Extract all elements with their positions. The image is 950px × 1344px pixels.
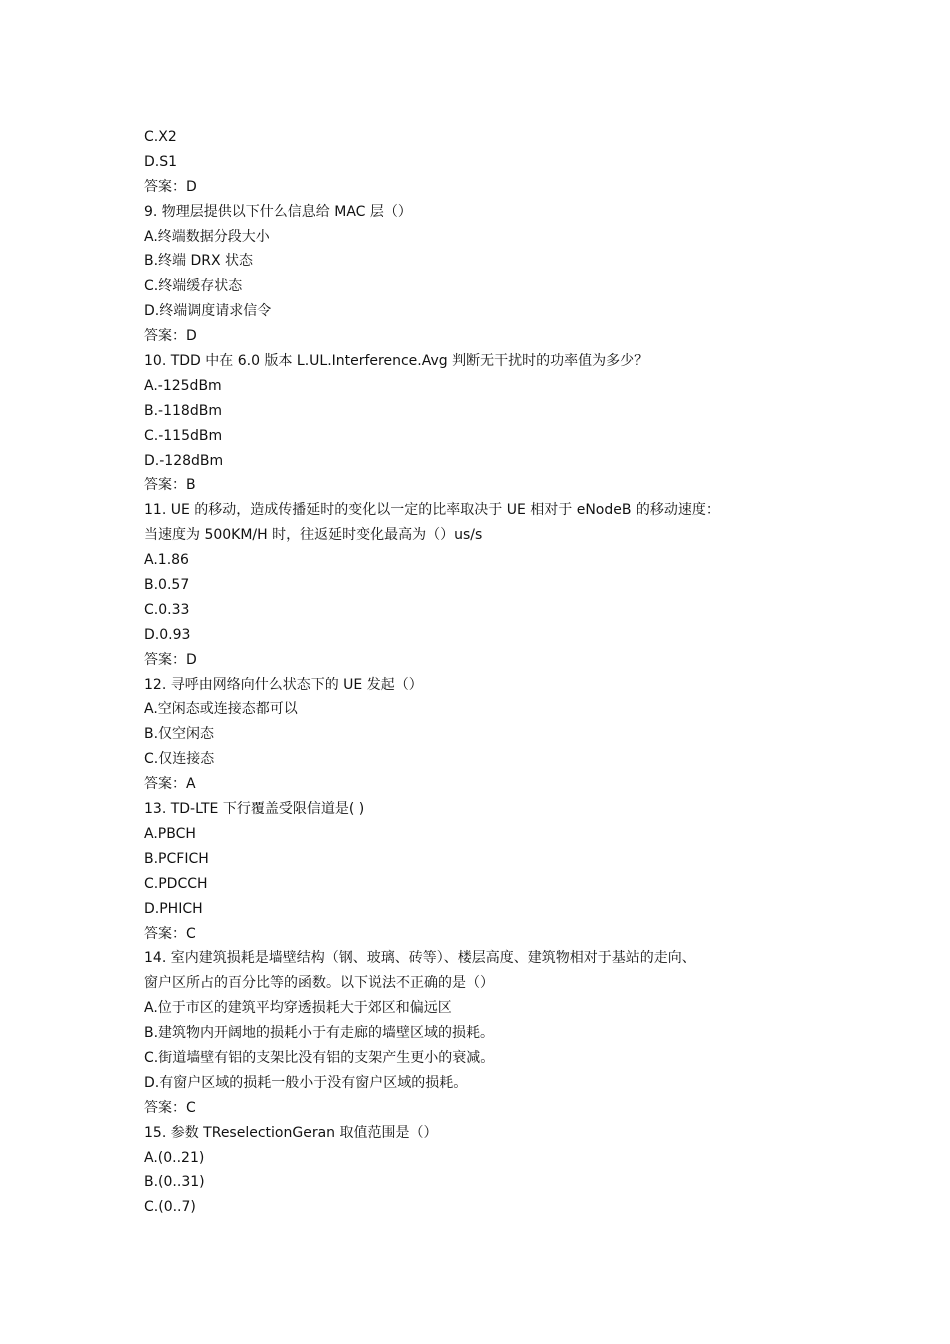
question-14-line2: 窗户区所占的百分比等的函数。以下说法不正确的是（）: [144, 975, 494, 992]
option-d-q13: D.PHICH: [144, 900, 203, 917]
option-c-q13: C.PDCCH: [144, 875, 208, 892]
option-d-q14: D.有窗户区域的损耗一般小于没有窗户区域的损耗。: [144, 1074, 468, 1091]
document-page: [144, 125, 824, 1220]
question-10: 10. TDD 中在 6.0 版本 L.UL.Interference.Avg 判断无干扰时的功率值为多少？: [144, 353, 649, 370]
question-15: 15. 参数 TReselectionGeran 取值范围是（）: [144, 1124, 438, 1141]
question-11-line1: 11. UE 的移动，造成传播延时的变化以一定的比率取决于 UE 相对于 eNodeB 的移动速度：: [144, 502, 720, 519]
option-c-q15: C.(0..7): [144, 1199, 196, 1216]
option-c-q8: C.X2: [144, 129, 177, 145]
answer-q13: 答案：C: [144, 925, 196, 942]
option-c-q9: C.终端缓存状态: [144, 278, 243, 295]
option-b-q10: B.-118dBm: [144, 402, 222, 419]
question-14-line1: 14. 室内建筑损耗是墙壁结构（钢、玻璃、砖等）、楼层高度、建筑物相对于基站的走向、: [144, 950, 696, 967]
answer-q12: 答案：A: [144, 776, 196, 793]
answer-q10: 答案：B: [144, 477, 196, 494]
answer-q9: 答案：D: [144, 328, 197, 345]
option-b-q14: B.建筑物内开阔地的损耗小于有走廊的墙壁区域的损耗。: [144, 1025, 495, 1042]
question-13: 13. TD-LTE 下行覆盖受限信道是( ): [144, 801, 365, 818]
option-b-q15: B.(0..31): [144, 1174, 205, 1191]
option-d-q9: D.终端调度请求信令: [144, 303, 272, 320]
option-c-q14: C.街道墙壁有铝的支架比没有铝的支架产生更小的衰减。: [144, 1049, 495, 1066]
option-d-q8: D.S1: [144, 153, 178, 170]
option-c-q12: C.仅连接态: [144, 751, 215, 768]
question-11-line2: 当速度为 500KM/H 时，往返延时变化最高为（）us/s: [144, 527, 483, 544]
option-a-q10: A.-125dBm: [144, 377, 222, 394]
option-a-q9: A.终端数据分段大小: [144, 228, 270, 245]
option-c-q10: C.-115dBm: [144, 427, 223, 444]
option-a-q13: A.PBCH: [144, 825, 196, 842]
option-b-q11: B.0.57: [144, 577, 190, 594]
question-12: 12. 寻呼由网络向什么状态下的 UE 发起（）: [144, 676, 423, 693]
option-b-q9: B.终端 DRX 状态: [144, 253, 254, 270]
option-b-q13: B.PCFICH: [144, 850, 209, 867]
option-a-q12: A.空闲态或连接态都可以: [144, 701, 298, 718]
option-b-q12: B.仅空闲态: [144, 726, 215, 743]
option-c-q11: C.0.33: [144, 601, 190, 618]
answer-q8: 答案：D: [144, 178, 197, 195]
option-a-q14: A.位于市区的建筑平均穿透损耗大于郊区和偏远区: [144, 1000, 452, 1017]
answer-q14: 答案：C: [144, 1099, 196, 1116]
answer-q11: 答案：D: [144, 651, 197, 668]
option-a-q11: A.1.86: [144, 552, 189, 569]
option-a-q15: A.(0..21): [144, 1149, 205, 1166]
option-d-q11: D.0.93: [144, 626, 191, 643]
question-9: 9. 物理层提供以下什么信息给 MAC 层（）: [144, 203, 412, 220]
option-d-q10: D.-128dBm: [144, 452, 224, 469]
